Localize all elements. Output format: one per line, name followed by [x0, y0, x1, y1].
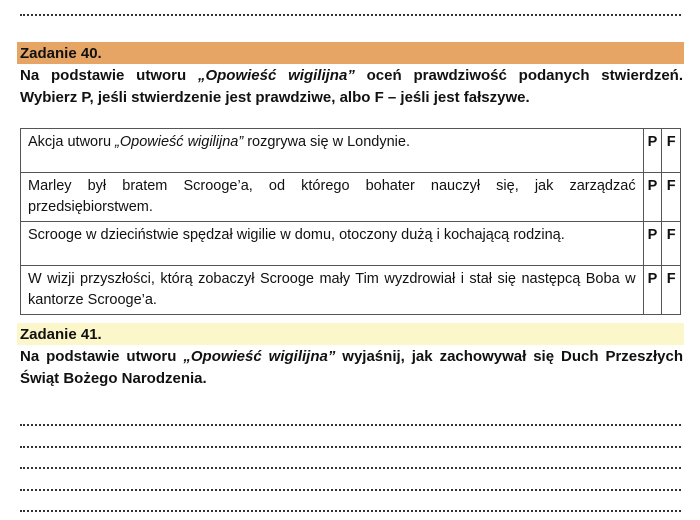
- task-40-instruction-line1: [20, 65, 683, 87]
- statement-cell: [21, 173, 644, 222]
- task-40-instruction-line2: Wybierz P, jeśli stwierdzenie jest prawdziwe, albo F – jeśli jest fałszywe.: [20, 89, 530, 106]
- answer-line-top[interactable]: [20, 14, 681, 16]
- statement-cell: [21, 222, 644, 266]
- statement-cell: [21, 266, 644, 315]
- answer-line-1[interactable]: [20, 424, 681, 426]
- table-row: [21, 173, 681, 222]
- option-false[interactable]: F: [662, 173, 681, 222]
- statement-text: Scrooge w dzieciństwie spędzał wigilie w domu, otoczony dużą i kochającą rodziną.: [28, 227, 565, 243]
- instr-suffix: wyjaśnij, jak zachowywał się Duch Przeszłych: [335, 348, 683, 365]
- instr-suffix: oceń prawdziwość podanych stwierdzeń.: [354, 67, 683, 84]
- answer-line-2[interactable]: [20, 446, 681, 448]
- option-true[interactable]: P: [643, 222, 662, 266]
- option-false[interactable]: F: [662, 222, 681, 266]
- option-true[interactable]: P: [643, 129, 662, 173]
- table-row: [21, 266, 681, 315]
- work-title: „Opowieść wigilijna”: [183, 348, 336, 365]
- option-true[interactable]: P: [643, 173, 662, 222]
- task-41-instruction: [20, 346, 683, 390]
- instr-prefix: Na podstawie utworu: [20, 67, 198, 84]
- task-41-header: [17, 323, 684, 345]
- task-41-title: Zadanie 41.: [20, 326, 102, 343]
- work-title: „Opowieść wigilijna”: [115, 134, 244, 150]
- statement-text: Akcja utworu: [28, 134, 116, 150]
- statement-text: W wizji przyszłości, którą zobaczył Scrooge mały Tim wyzdrowiał i stał się następcą Boba w kantorze Scrooge’a.: [28, 271, 636, 308]
- instr-prefix: Na podstawie utworu: [20, 348, 184, 365]
- option-false[interactable]: F: [662, 129, 681, 173]
- answer-line-4[interactable]: [20, 489, 681, 491]
- option-false[interactable]: F: [662, 266, 681, 315]
- statement-text: rozgrywa się w Londynie.: [243, 134, 410, 150]
- table-row: [21, 129, 681, 173]
- task-40-instruction: [20, 65, 683, 109]
- task-40-header: [17, 42, 684, 64]
- answer-line-5[interactable]: [20, 510, 681, 512]
- task-41-instruction-line2: Świąt Bożego Narodzenia.: [20, 370, 207, 387]
- option-true[interactable]: P: [643, 266, 662, 315]
- true-false-table: [20, 128, 681, 315]
- task-40-title: Zadanie 40.: [20, 45, 102, 62]
- answer-line-3[interactable]: [20, 467, 681, 469]
- task-41-instruction-line1: [20, 346, 683, 368]
- statement-cell: [21, 129, 644, 173]
- work-title: „Opowieść wigilijna”: [197, 67, 355, 84]
- statement-text: Marley był bratem Scrooge’a, od którego bohater nauczył się, jak zarządzać przedsiębiorstwem.: [28, 178, 636, 215]
- table-row: [21, 222, 681, 266]
